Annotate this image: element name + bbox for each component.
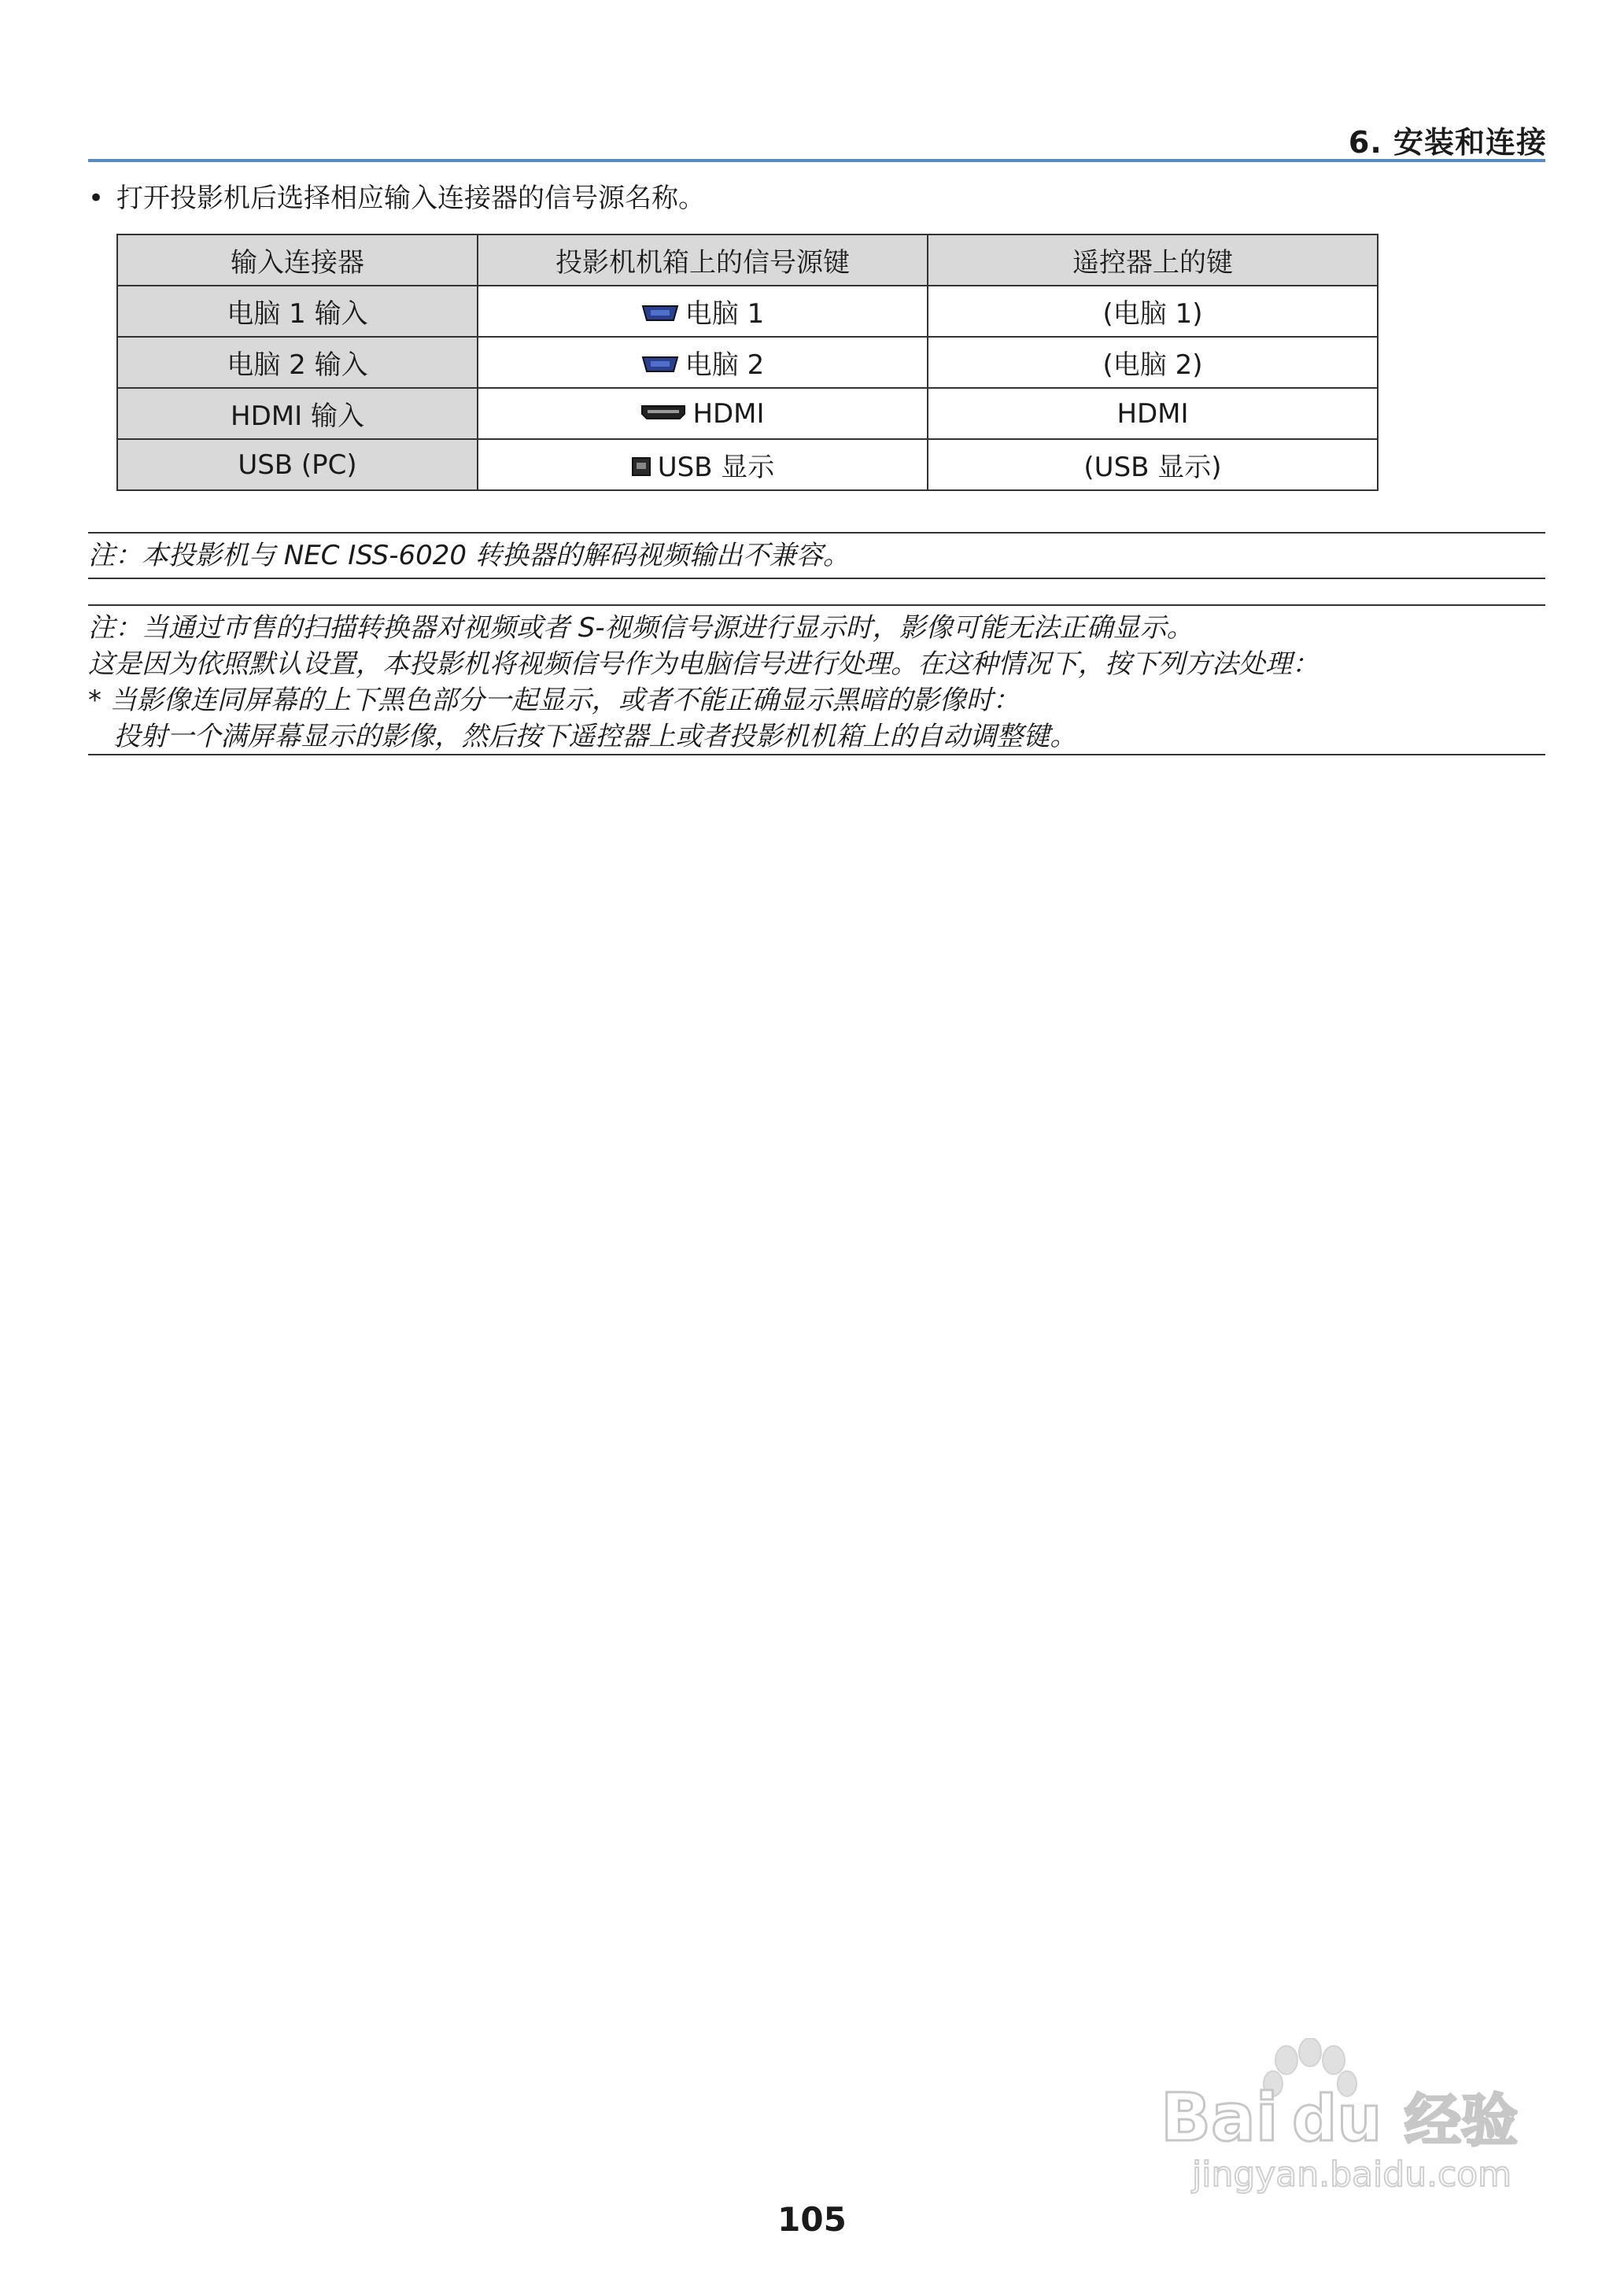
connector-cell: 电脑 1 输入 [117,286,478,337]
watermark-cn: 经验 [1404,2088,1519,2154]
remote-key-cell: HDMI [928,388,1378,439]
intro-paragraph [88,176,705,215]
connector-cell: 电脑 2 输入 [117,337,478,388]
vga-port-icon [641,355,679,374]
cabinet-key-label: 电脑 1 [685,298,765,330]
page-number: 105 [777,2200,847,2239]
note2-top-rule [88,604,1545,606]
note-line: 这是因为依照默认设置，本投影机将视频信号作为电脑信号进行处理。在这种情况下，按下列方法处理： [88,648,1319,680]
watermark-brand2: du [1292,2082,1382,2155]
table-row [117,337,1378,388]
cabinet-key-cell [478,388,928,439]
connector-cell: USB (PC) [117,439,478,490]
watermark-brand: Bai [1161,2079,1279,2156]
remote-key-cell: (电脑 1) [928,286,1378,337]
note-line: 注：当通过市售的扫描转换器对视频或者 S-视频信号源进行显示时，影像可能无法正确显示。 [88,612,1194,644]
note-nec-compatibility: 注：本投影机与 NEC ISS-6020 转换器的解码视频输出不兼容。 [88,540,850,571]
vga-port-icon [641,304,679,323]
hdmi-port-icon [640,404,686,421]
note-line: * 当影像连同屏幕的上下黑色部分一起显示，或者不能正确显示黑暗的影像时： [88,685,1020,716]
table-row [117,388,1378,439]
table-header-row [117,234,1378,286]
usb-port-icon [631,456,651,477]
header-cell-remote-key: 遥控器上的键 [928,234,1378,286]
intro-text: 打开投影机后选择相应输入连接器的信号源名称。 [116,183,705,214]
note1-bottom-rule [88,578,1545,579]
header-cell-connector: 输入连接器 [117,234,478,286]
note1-top-rule [88,532,1545,534]
connector-table [116,234,1379,491]
cabinet-key-label: 电脑 2 [685,349,765,381]
header-rule [88,159,1545,162]
cabinet-key-cell [478,286,928,337]
table-row [117,439,1378,490]
note-line: 投射一个满屏幕显示的影像，然后按下遥控器上或者投影机机箱上的自动调整键。 [88,721,1077,752]
cabinet-key-cell [478,337,928,388]
cabinet-key-label: USB 显示 [657,452,775,483]
bullet-marker: • [88,183,105,214]
cabinet-key-label: HDMI [692,397,765,430]
baidu-jingyan-watermark [1117,2038,1558,2195]
cabinet-key-cell [478,439,928,490]
watermark-url: jingyan.baidu.com [1192,2155,1512,2195]
remote-key-cell: (电脑 2) [928,337,1378,388]
note2-bottom-rule [88,754,1545,755]
page-header-title: 6. 安装和连接 [1348,125,1547,160]
table-row [117,286,1378,337]
note-scan-converter [88,610,1319,755]
remote-key-cell: (USB 显示) [928,439,1378,490]
header-cell-cabinet-key: 投影机机箱上的信号源键 [478,234,928,286]
connector-cell: HDMI 输入 [117,388,478,439]
